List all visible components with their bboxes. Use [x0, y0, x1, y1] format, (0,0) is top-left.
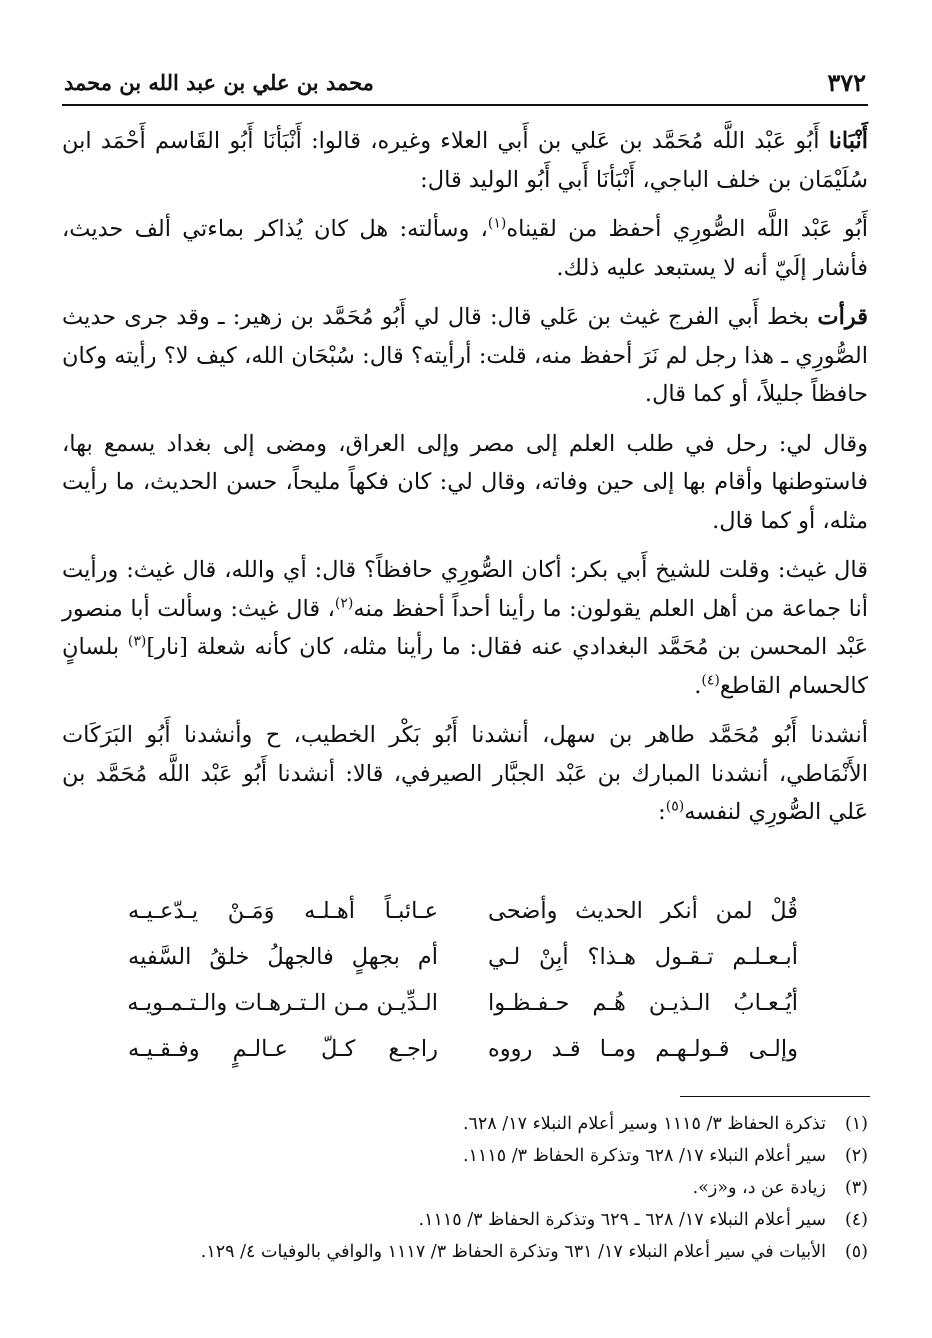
footnote-text: تذكرة الحفاظ ٣/ ١١١٥ وسير أعلام النبلاء ١٧/ ٦٢٨.	[462, 1114, 826, 1134]
paragraph-text: أَبُو عَبْد اللَّه الصُّورِي أحفظ من لقيناه	[506, 216, 868, 242]
footnote-number: (٢)	[844, 1146, 868, 1166]
footnote-ref: (٥)	[665, 798, 685, 815]
footnote	[62, 1172, 868, 1204]
running-head	[62, 64, 868, 106]
footnote-ref: (٢)	[334, 595, 354, 611]
paragraph-text: أَبُو عَبْد اللَّه مُحَمَّد بن عَلي بن أَبي العلاء وغيره، قالوا: أَنْبَأنَا أَبُو القَاسم أَحْمَد ابن سُلَيْمَان بن خلف الباجي، أَنْبَأنَا أَبي أَبُو الوليد قال:	[62, 128, 868, 193]
footnote-number: (٤)	[844, 1210, 868, 1230]
footnote-number: (٥)	[844, 1242, 868, 1262]
poem-verse	[128, 934, 798, 980]
footnote-ref: (١)	[487, 215, 507, 232]
paragraph-text: بخط أَبي الفرج غيث بن عَلي قال: قال لي أَبُو مُحَمَّد بن زهير: ـ وقد جرى حديث الصُّورِي ـ هذا رجل لم نَرَ أحفظ منه، قلت: أرأيته؟ قال: سُبْحَان الله، كيف لا؟ رأيته وكان حافظاً جليلاً، أو كما قال.	[62, 304, 868, 407]
footnote-text: الأبيات في سير أعلام النبلاء ١٧/ ٦٣١ وتذكرة الحفاظ ٣/ ١١١٧ والوافي بالوفيات ٤/ ١٢٩.	[200, 1242, 826, 1262]
paragraph-text: :	[658, 799, 666, 825]
paragraph-2	[62, 210, 868, 287]
footnote-text: سير أعلام النبلاء ١٧/ ٦٢٨ ـ ٦٢٩ وتذكرة الحفاظ ٣/ ١١١٥.	[418, 1210, 826, 1230]
paragraph-text: أنشدنا أَبُو مُحَمَّد طاهر بن سهل، أنشدنا أَبُو بَكْر الخطيب، ح وأنشدنا أَبُو البَرَكَات الأَنْمَاطي، أنشدنا المبارك بن عَبْد الجبَّار الصيرفي، قالا: أنشدنا أَبُو عَبْد اللَّه مُحَمَّد بن عَلي الصُّورِي لنفسه	[62, 722, 868, 825]
poem-verse	[128, 980, 798, 1026]
main-text	[62, 122, 868, 843]
footnote-separator	[680, 1096, 870, 1097]
paragraph-text: قال غيث: وقلت للشيخ أَبي بكر: أكان الصُّورِي حافظاً؟ قال: أي والله، قال غيث: ورأيت أنا جماعة من أهل العلم يقولون: ما رأينا أحداً أحفظ منه	[62, 557, 868, 622]
verse-second-hemistich: عـائبـاً أهـلـه وَمَـنْ يـدّعـيـه	[128, 898, 438, 924]
verse-first-hemistich: قُلْ لمن أنكر الحديث وأضحى	[488, 898, 798, 924]
page-number: ٣٧٢	[827, 68, 866, 97]
footnote-number: (١)	[844, 1114, 868, 1134]
paragraph-5	[62, 551, 868, 705]
poem-verse	[128, 888, 798, 934]
lead-word: قرأت	[817, 304, 868, 330]
paragraph-text: .	[694, 672, 702, 699]
paragraph-text: ، وسألته: هل كان يُذاكر بماءتي ألف حديث، فأشار إلَيّ أنه لا يستبعد عليه ذلك.	[62, 216, 868, 281]
footnote	[62, 1204, 868, 1236]
footnote-ref: (٤)	[701, 672, 720, 688]
footnote	[62, 1108, 868, 1140]
footnote-number: (٣)	[844, 1178, 868, 1198]
paragraph-text: بلسانٍ كالحسام القاطع	[62, 634, 868, 699]
paragraph-text: وقال لي: رحل في طلب العلم إلى مصر وإلى العراق، ومضى إلى بغداد يسمع بها، فاستوطنها وأقام بها إلى حين وفاته، وقال لي: كان فكهاً مليحاً، حسن الحديث، ما رأيت مثله، أو كما قال.	[62, 430, 868, 534]
verse-second-hemistich: راجـع كـلّ عـالـمٍ وفـقـيـه	[128, 1036, 438, 1062]
verse-second-hemistich: أم بجهلٍ فالجهلُ خلقُ السَّفيه	[128, 944, 438, 970]
verse-first-hemistich: أبـعـلـم تـقـول هـذا؟ أبِنْ لـي	[488, 944, 798, 970]
footnote	[62, 1236, 868, 1268]
verse-second-hemistich: الـدِّيـن مـن الـتـرهـات والـتـمـويـه	[127, 990, 438, 1016]
footnote-text: زيادة عن د، و«ز».	[692, 1178, 826, 1198]
paragraph-4	[62, 425, 868, 541]
footnotes	[62, 1108, 868, 1268]
footnote-text: سير أعلام النبلاء ١٧/ ٦٢٨ وتذكرة الحفاظ ٣/ ١١١٥.	[462, 1146, 826, 1166]
verse-first-hemistich: أيُـعـابُ الـذيـن هُـم حـفـظـوا	[488, 990, 798, 1016]
paragraph-6	[62, 716, 868, 832]
paragraph-text: ، قال غيث: وسألت أبا منصور عَبْد المحسن بن مُحَمَّد البغدادي عنه فقال: ما رأينا مثله، كان كأنه شعلة [نار]	[62, 595, 868, 660]
poem	[128, 888, 798, 1072]
paragraph-1	[62, 122, 868, 199]
lead-word: أَنْبَانا	[828, 128, 868, 154]
paragraph-3	[62, 298, 868, 414]
verse-first-hemistich: وإلـى قـولـهـم ومـا قـد رووه	[488, 1036, 798, 1062]
running-title: محمد بن علي بن عبد الله بن محمد	[64, 70, 374, 95]
footnote-ref: (٣)	[127, 633, 147, 650]
poem-verse	[128, 1026, 798, 1072]
footnote	[62, 1140, 868, 1172]
